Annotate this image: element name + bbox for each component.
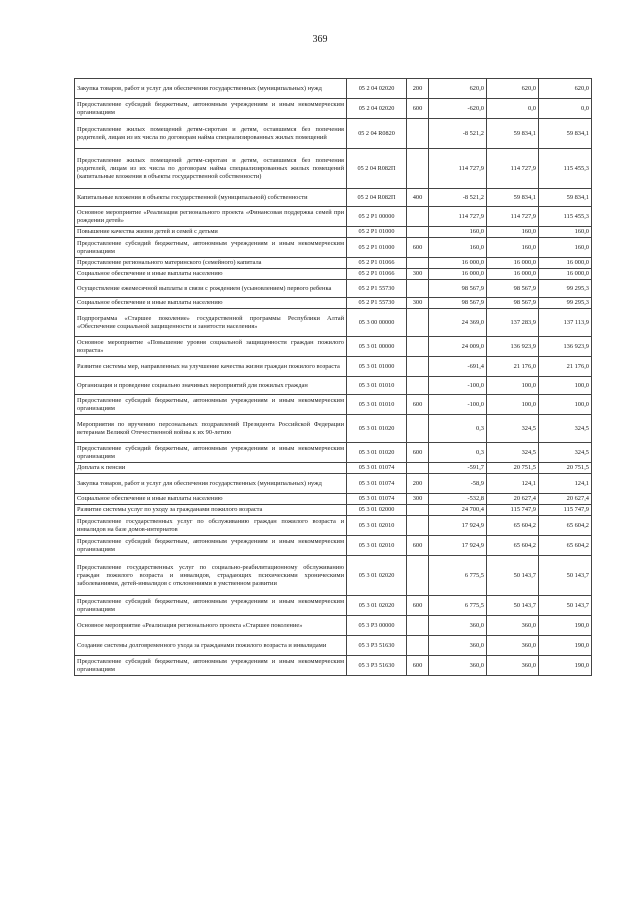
expense-type-cell: 300 (407, 269, 429, 280)
expense-type-cell (407, 258, 429, 269)
table-row (75, 474, 592, 494)
amount-change-cell: -100,0 (429, 395, 487, 415)
amount-year-2-cell: 65 604,2 (487, 536, 539, 556)
item-name-cell: Подпрограмма «Старшее поколение» государственной программы Республики Алтай «Обеспечение социальной защищенности и занятости населения» (75, 309, 347, 337)
expense-type-cell: 300 (407, 494, 429, 505)
expense-type-cell: 600 (407, 99, 429, 119)
item-name-cell: Предоставление субсидий бюджетным, автономным учреждениям и иным некоммерческим организациям (75, 656, 347, 676)
item-name-cell: Предоставление жилых помещений детям-сиротам и детям, оставшимся без попечения родителей, лицам из их числа по договорам найма специализированных жилых помещений (75, 119, 347, 149)
target-code-cell: 05 2 P1 01000 (347, 227, 407, 238)
table-row (75, 207, 592, 227)
item-name-cell: Предоставление субсидий бюджетным, автономным учреждениям и иным некоммерческим организациям (75, 238, 347, 258)
target-code-cell: 05 3 P3 51630 (347, 636, 407, 656)
table-row (75, 616, 592, 636)
amount-year-2-cell: 324,5 (487, 415, 539, 443)
target-code-cell: 05 3 01 01000 (347, 357, 407, 377)
expense-type-cell (407, 636, 429, 656)
amount-year-3-cell: 16 000,0 (539, 269, 592, 280)
amount-change-cell: 160,0 (429, 238, 487, 258)
amount-change-cell: 0,3 (429, 415, 487, 443)
table-row (75, 636, 592, 656)
budget-table (74, 78, 592, 676)
amount-year-2-cell: 20 627,4 (487, 494, 539, 505)
item-name-cell: Предоставление субсидий бюджетным, автономным учреждениям и иным некоммерческим организациям (75, 443, 347, 463)
amount-year-3-cell: 100,0 (539, 395, 592, 415)
expense-type-cell (407, 377, 429, 395)
amount-year-3-cell: 324,5 (539, 443, 592, 463)
amount-year-2-cell: 360,0 (487, 656, 539, 676)
expense-type-cell (407, 149, 429, 189)
amount-change-cell: -8 521,2 (429, 189, 487, 207)
expense-type-cell (407, 357, 429, 377)
amount-change-cell: 114 727,9 (429, 207, 487, 227)
amount-year-2-cell: 100,0 (487, 395, 539, 415)
amount-year-2-cell: 59 834,1 (487, 189, 539, 207)
amount-year-3-cell: 160,0 (539, 227, 592, 238)
item-name-cell: Повышение качества жизни детей и семей с детьми (75, 227, 347, 238)
amount-year-3-cell: 20 627,4 (539, 494, 592, 505)
expense-type-cell: 600 (407, 656, 429, 676)
target-code-cell: 05 2 04 R082П (347, 149, 407, 189)
item-name-cell: Предоставление субсидий бюджетным, автономным учреждениям и иным некоммерческим организациям (75, 596, 347, 616)
amount-year-2-cell: 114 727,9 (487, 207, 539, 227)
amount-change-cell: 24 009,0 (429, 337, 487, 357)
item-name-cell: Предоставление субсидий бюджетным, автономным учреждениям и иным некоммерческим организациям (75, 99, 347, 119)
item-name-cell: Социальное обеспечение и иные выплаты населению (75, 269, 347, 280)
expense-type-cell (407, 463, 429, 474)
table-row (75, 395, 592, 415)
table-row (75, 337, 592, 357)
table-row (75, 79, 592, 99)
target-code-cell: 05 2 P1 01066 (347, 258, 407, 269)
table-row (75, 149, 592, 189)
target-code-cell: 05 3 01 01074 (347, 463, 407, 474)
expense-type-cell (407, 516, 429, 536)
amount-year-2-cell: 0,0 (487, 99, 539, 119)
target-code-cell: 05 2 04 R082П (347, 189, 407, 207)
amount-year-3-cell: 100,0 (539, 377, 592, 395)
item-name-cell: Закупка товаров, работ и услуг для обеспечения государственных (муниципальных) нужд (75, 474, 347, 494)
amount-change-cell: 17 924,9 (429, 536, 487, 556)
expense-type-cell (407, 337, 429, 357)
amount-year-3-cell: 115 455,3 (539, 149, 592, 189)
table-row (75, 516, 592, 536)
item-name-cell: Организация и проведение социально значимых мероприятий для пожилых граждан (75, 377, 347, 395)
table-row (75, 556, 592, 596)
item-name-cell: Развитие системы мер, направленных на улучшение качества жизни граждан пожилого возраста (75, 357, 347, 377)
target-code-cell: 05 2 P1 55730 (347, 298, 407, 309)
expense-type-cell: 300 (407, 298, 429, 309)
amount-year-3-cell: 115 455,3 (539, 207, 592, 227)
expense-type-cell (407, 119, 429, 149)
amount-year-2-cell: 160,0 (487, 238, 539, 258)
item-name-cell: Развитие системы услуг по уходу за гражданами пожилого возраста (75, 505, 347, 516)
target-code-cell: 05 3 01 01020 (347, 415, 407, 443)
item-name-cell: Предоставление субсидий бюджетным, автономным учреждениям и иным некоммерческим организациям (75, 536, 347, 556)
table-row (75, 494, 592, 505)
item-name-cell: Социальное обеспечение и иные выплаты населению (75, 494, 347, 505)
item-name-cell: Предоставление регионального материнского (семейного) капитала (75, 258, 347, 269)
expense-type-cell: 600 (407, 536, 429, 556)
table-row (75, 505, 592, 516)
table-row (75, 99, 592, 119)
table-row (75, 656, 592, 676)
amount-year-2-cell: 98 567,9 (487, 280, 539, 298)
table-row (75, 280, 592, 298)
item-name-cell: Закупка товаров, работ и услуг для обеспечения государственных (муниципальных) нужд (75, 79, 347, 99)
amount-year-2-cell: 98 567,9 (487, 298, 539, 309)
amount-year-2-cell: 620,0 (487, 79, 539, 99)
amount-change-cell: 360,0 (429, 656, 487, 676)
amount-change-cell: -620,0 (429, 99, 487, 119)
amount-change-cell: 16 000,0 (429, 258, 487, 269)
expense-type-cell (407, 556, 429, 596)
table-body (75, 79, 592, 676)
target-code-cell: 05 2 04 02020 (347, 99, 407, 119)
amount-year-2-cell: 160,0 (487, 227, 539, 238)
amount-change-cell: 114 727,9 (429, 149, 487, 189)
amount-change-cell: 17 924,9 (429, 516, 487, 536)
table-row (75, 443, 592, 463)
amount-year-3-cell: 65 604,2 (539, 516, 592, 536)
amount-year-3-cell: 115 747,9 (539, 505, 592, 516)
table-row (75, 227, 592, 238)
item-name-cell: Предоставление жилых помещений детям-сиротам и детям, оставшимся без попечения родителей, лицам из их числа по договорам найма специализированных жилых помещений (капитальные вложения в объекты государственной собственности) (75, 149, 347, 189)
expense-type-cell: 200 (407, 79, 429, 99)
amount-year-3-cell: 620,0 (539, 79, 592, 99)
target-code-cell: 05 3 01 01074 (347, 494, 407, 505)
table-row (75, 258, 592, 269)
expense-type-cell: 600 (407, 238, 429, 258)
amount-year-3-cell: 137 113,9 (539, 309, 592, 337)
expense-type-cell (407, 207, 429, 227)
target-code-cell: 05 3 00 00000 (347, 309, 407, 337)
amount-change-cell: -591,7 (429, 463, 487, 474)
target-code-cell: 05 3 01 00000 (347, 337, 407, 357)
amount-change-cell: 360,0 (429, 616, 487, 636)
amount-change-cell: 6 775,5 (429, 556, 487, 596)
amount-year-3-cell: 190,0 (539, 616, 592, 636)
amount-year-2-cell: 20 751,5 (487, 463, 539, 474)
amount-year-2-cell: 137 283,9 (487, 309, 539, 337)
amount-change-cell: 24 700,4 (429, 505, 487, 516)
item-name-cell: Предоставление государственных услуг по обслуживанию граждан пожилого возраста и инвалидов на базе домов-интернатов (75, 516, 347, 536)
amount-year-3-cell: 160,0 (539, 238, 592, 258)
table-row (75, 298, 592, 309)
amount-year-2-cell: 324,5 (487, 443, 539, 463)
target-code-cell: 05 3 P3 51630 (347, 656, 407, 676)
target-code-cell: 05 3 01 02020 (347, 556, 407, 596)
amount-year-3-cell: 99 295,3 (539, 280, 592, 298)
amount-year-3-cell: 0,0 (539, 99, 592, 119)
amount-year-2-cell: 136 923,9 (487, 337, 539, 357)
item-name-cell: Предоставление государственных услуг по социально-реабилитационному обслуживанию граждан пожилого возраста и инвалидов, страдающих психическими хроническими заболеваниями, детей-инвалидов с отклонениями в умственном развитии (75, 556, 347, 596)
expense-type-cell (407, 227, 429, 238)
table-row (75, 119, 592, 149)
page-number: 369 (312, 34, 328, 45)
expense-type-cell (407, 616, 429, 636)
expense-type-cell (407, 505, 429, 516)
amount-change-cell: 620,0 (429, 79, 487, 99)
item-name-cell: Осуществление ежемесячной выплаты в связи с рождением (усыновлением) первого ребенка (75, 280, 347, 298)
amount-change-cell: 0,3 (429, 443, 487, 463)
item-name-cell: Основное мероприятие «Реализация регионального проекта «Финансовая поддержка семей при рождении детей» (75, 207, 347, 227)
amount-year-3-cell: 59 834,1 (539, 189, 592, 207)
item-name-cell: Социальное обеспечение и иные выплаты населению (75, 298, 347, 309)
target-code-cell: 05 3 P3 00000 (347, 616, 407, 636)
table-row (75, 238, 592, 258)
amount-year-3-cell: 20 751,5 (539, 463, 592, 474)
amount-change-cell: 160,0 (429, 227, 487, 238)
item-name-cell: Предоставление субсидий бюджетным, автономным учреждениям и иным некоммерческим организациям (75, 395, 347, 415)
table-row (75, 536, 592, 556)
target-code-cell: 05 2 P1 00000 (347, 207, 407, 227)
table-row (75, 309, 592, 337)
target-code-cell: 05 3 01 02020 (347, 596, 407, 616)
amount-year-2-cell: 360,0 (487, 616, 539, 636)
target-code-cell: 05 2 P1 01000 (347, 238, 407, 258)
amount-year-2-cell: 59 834,1 (487, 119, 539, 149)
amount-year-2-cell: 115 747,9 (487, 505, 539, 516)
amount-year-3-cell: 190,0 (539, 636, 592, 656)
expense-type-cell: 600 (407, 443, 429, 463)
amount-change-cell: 24 369,0 (429, 309, 487, 337)
amount-year-2-cell: 16 000,0 (487, 258, 539, 269)
expense-type-cell: 200 (407, 474, 429, 494)
amount-year-3-cell: 50 143,7 (539, 556, 592, 596)
expense-type-cell (407, 309, 429, 337)
amount-change-cell: -100,0 (429, 377, 487, 395)
expense-type-cell: 600 (407, 395, 429, 415)
amount-year-2-cell: 50 143,7 (487, 556, 539, 596)
amount-year-3-cell: 59 834,1 (539, 119, 592, 149)
amount-change-cell: 98 567,9 (429, 298, 487, 309)
table-row (75, 596, 592, 616)
amount-change-cell: -58,9 (429, 474, 487, 494)
target-code-cell: 05 2 04 R0820 (347, 119, 407, 149)
amount-year-2-cell: 16 000,0 (487, 269, 539, 280)
amount-year-3-cell: 21 176,0 (539, 357, 592, 377)
target-code-cell: 05 3 01 02010 (347, 536, 407, 556)
item-name-cell: Основное мероприятие «Реализация регионального проекта «Старшее поколение» (75, 616, 347, 636)
amount-change-cell: 6 775,5 (429, 596, 487, 616)
target-code-cell: 05 3 01 02000 (347, 505, 407, 516)
amount-year-3-cell: 99 295,3 (539, 298, 592, 309)
item-name-cell: Основное мероприятие «Повышение уровня социальной защищенности граждан пожилого возраста» (75, 337, 347, 357)
expense-type-cell (407, 280, 429, 298)
item-name-cell: Капитальные вложения в объекты государственной (муниципальной) собственности (75, 189, 347, 207)
amount-year-2-cell: 100,0 (487, 377, 539, 395)
table-row (75, 377, 592, 395)
target-code-cell: 05 2 04 02020 (347, 79, 407, 99)
amount-year-3-cell: 65 604,2 (539, 536, 592, 556)
amount-year-3-cell: 136 923,9 (539, 337, 592, 357)
amount-year-2-cell: 360,0 (487, 636, 539, 656)
amount-year-3-cell: 190,0 (539, 656, 592, 676)
target-code-cell: 05 3 01 01010 (347, 395, 407, 415)
target-code-cell: 05 2 P1 01066 (347, 269, 407, 280)
amount-change-cell: 98 567,9 (429, 280, 487, 298)
amount-year-2-cell: 65 604,2 (487, 516, 539, 536)
amount-year-2-cell: 50 143,7 (487, 596, 539, 616)
expense-type-cell: 600 (407, 596, 429, 616)
amount-year-3-cell: 50 143,7 (539, 596, 592, 616)
amount-year-3-cell: 324,5 (539, 415, 592, 443)
amount-change-cell: -532,8 (429, 494, 487, 505)
table-row (75, 415, 592, 443)
expense-type-cell: 400 (407, 189, 429, 207)
table-row (75, 463, 592, 474)
amount-year-2-cell: 124,1 (487, 474, 539, 494)
amount-change-cell: -8 521,2 (429, 119, 487, 149)
table-row (75, 269, 592, 280)
table-row (75, 189, 592, 207)
amount-year-2-cell: 21 176,0 (487, 357, 539, 377)
target-code-cell: 05 3 01 01020 (347, 443, 407, 463)
amount-change-cell: 360,0 (429, 636, 487, 656)
amount-year-2-cell: 114 727,9 (487, 149, 539, 189)
table-row (75, 357, 592, 377)
item-name-cell: Создание системы долговременного ухода за гражданами пожилого возраста и инвалидами (75, 636, 347, 656)
target-code-cell: 05 3 01 02010 (347, 516, 407, 536)
amount-change-cell: -691,4 (429, 357, 487, 377)
expense-type-cell (407, 415, 429, 443)
amount-year-3-cell: 124,1 (539, 474, 592, 494)
target-code-cell: 05 3 01 01074 (347, 474, 407, 494)
target-code-cell: 05 3 01 01010 (347, 377, 407, 395)
target-code-cell: 05 2 P1 55730 (347, 280, 407, 298)
amount-change-cell: 16 000,0 (429, 269, 487, 280)
amount-year-3-cell: 16 000,0 (539, 258, 592, 269)
item-name-cell: Мероприятия по вручению персональных поздравлений Президента Российской Федерации ветеранам Великой Отечественной войны к их 90-летию (75, 415, 347, 443)
item-name-cell: Доплата к пенсии (75, 463, 347, 474)
